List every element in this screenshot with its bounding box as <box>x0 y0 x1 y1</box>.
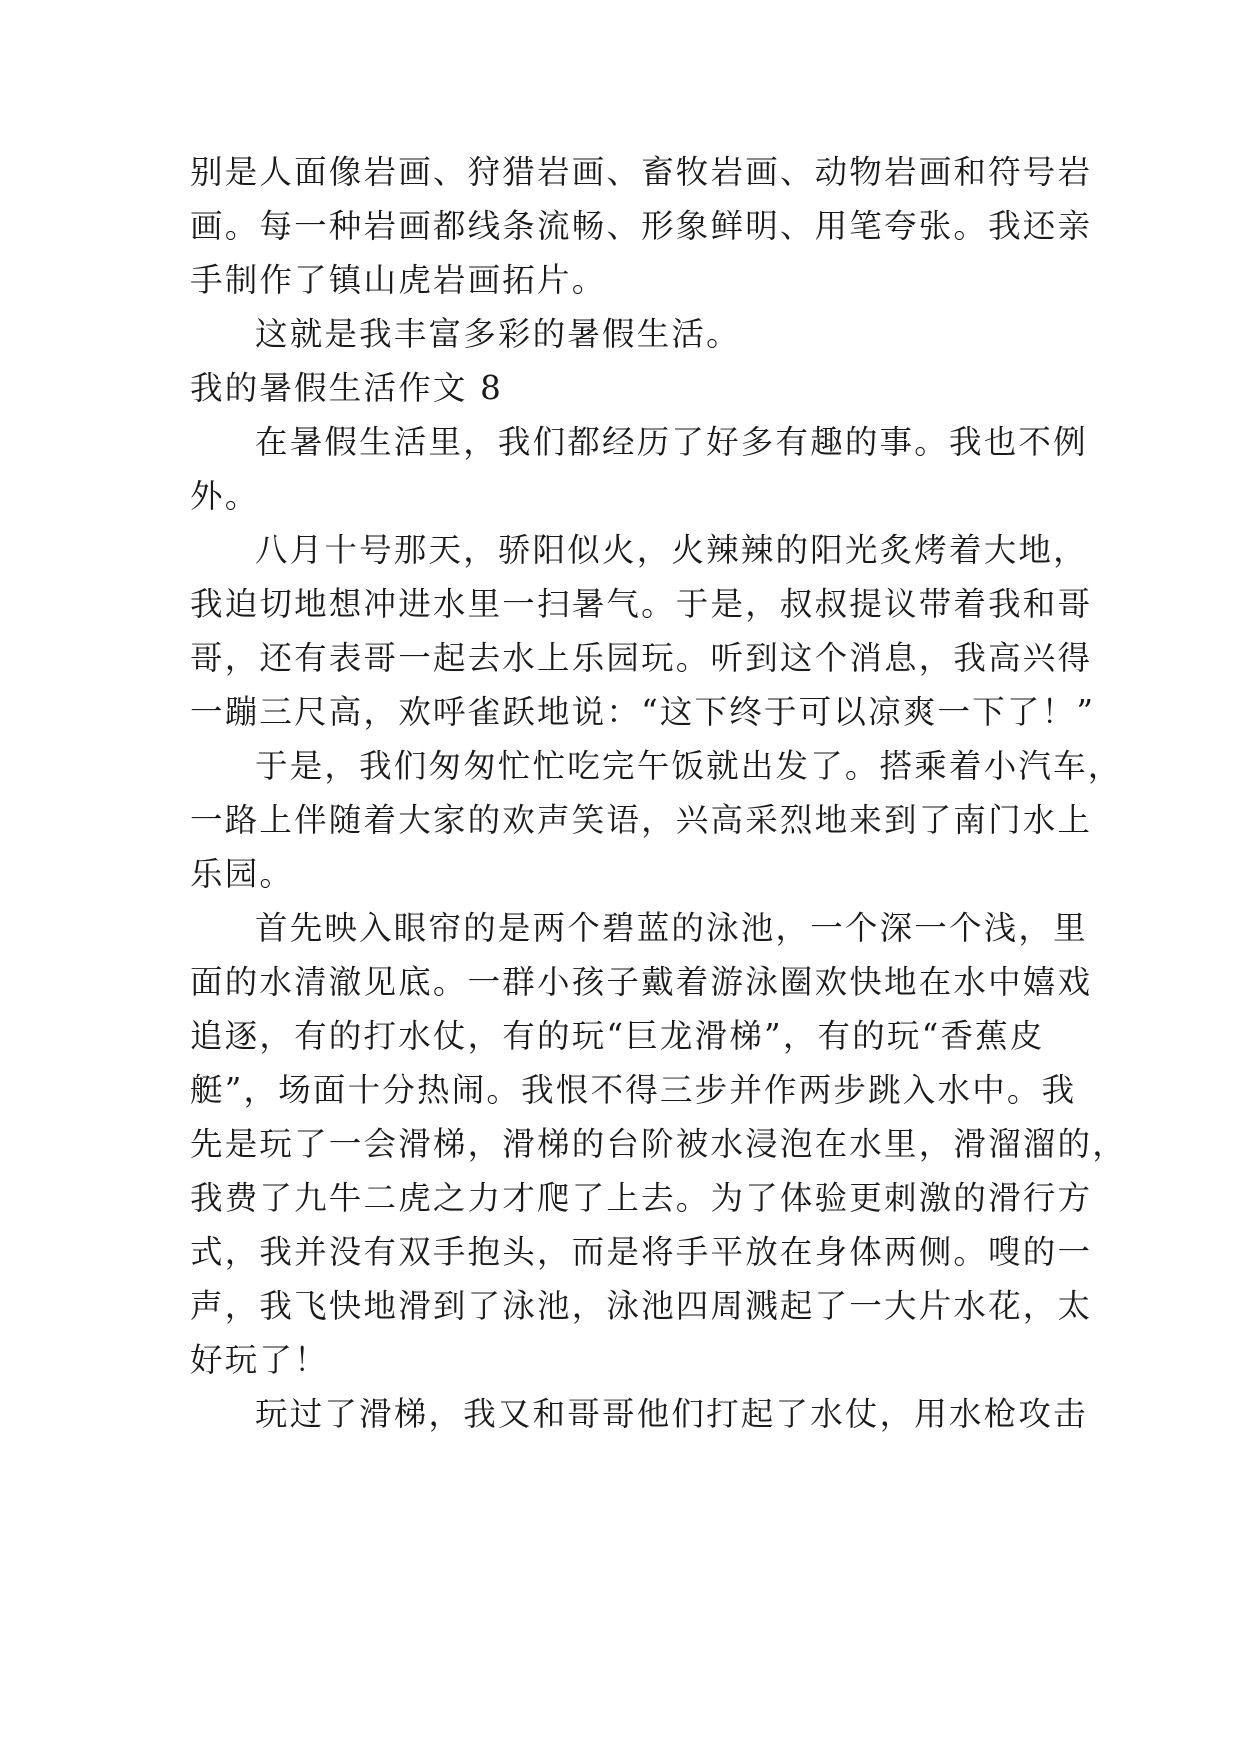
text-line: 式，我并没有双手抱头，而是将手平放在身体两侧。嗖的一 <box>190 1233 1093 1271</box>
text-line: 好玩了！ <box>190 1341 329 1379</box>
text-line: 艇”，场面十分热闹。我恨不得三步并作两步跳入水中。我 <box>190 1071 1077 1109</box>
text-line: 我迫切地想冲进水里一扫暑气。于是，叔叔提议带着我和哥 <box>190 585 1093 623</box>
section-heading: 我的暑假生活作文 8 <box>190 369 504 407</box>
text-line: 声，我飞快地滑到了泳池，泳池四周溅起了一大片水花，太 <box>190 1287 1093 1325</box>
text-line: 追逐，有的打水仗，有的玩“巨龙滑梯”，有的玩“香蕉皮 <box>190 1017 1045 1055</box>
paragraph-first-line: 玩过了滑梯，我又和哥哥他们打起了水仗，用水枪攻击 <box>255 1395 1088 1433</box>
text-line: 外。 <box>190 477 260 515</box>
paragraph-first-line: 这就是我丰富多彩的暑假生活。 <box>255 315 741 353</box>
text-line: 面的水清澈见底。一群小孩子戴着游泳圈欢快地在水中嬉戏 <box>190 963 1093 1001</box>
text-line: 我费了九牛二虎之力才爬了上去。为了体验更刺激的滑行方 <box>190 1179 1093 1217</box>
text-line: 手制作了镇山虎岩画拓片。 <box>190 261 607 299</box>
paragraph-first-line: 于是，我们匆匆忙忙吃完午饭就出发了。搭乘着小汽车， <box>255 747 1123 785</box>
paragraph-first-line: 首先映入眼帘的是两个碧蓝的泳池，一个深一个浅，里 <box>255 909 1088 947</box>
text-line: 哥，还有表哥一起去水上乐园玩。听到这个消息，我高兴得 <box>190 639 1093 677</box>
text-line: 乐园。 <box>190 855 295 893</box>
paragraph-first-line: 在暑假生活里，我们都经历了好多有趣的事。我也不例 <box>255 423 1088 461</box>
text-line: 先是玩了一会滑梯，滑梯的台阶被水浸泡在水里，滑溜溜的， <box>190 1125 1127 1163</box>
text-line: 画。每一种岩画都线条流畅、形象鲜明、用笔夸张。我还亲 <box>190 207 1093 245</box>
text-line: 一蹦三尺高，欢呼雀跃地说：“这下终于可以凉爽一下了！” <box>190 693 1096 731</box>
text-line: 别是人面像岩画、狩猎岩画、畜牧岩画、动物岩画和符号岩 <box>190 153 1093 191</box>
text-line: 一路上伴随着大家的欢声笑语，兴高采烈地来到了南门水上 <box>190 801 1093 839</box>
paragraph-first-line: 八月十号那天，骄阳似火，火辣辣的阳光炙烤着大地， <box>255 531 1088 569</box>
